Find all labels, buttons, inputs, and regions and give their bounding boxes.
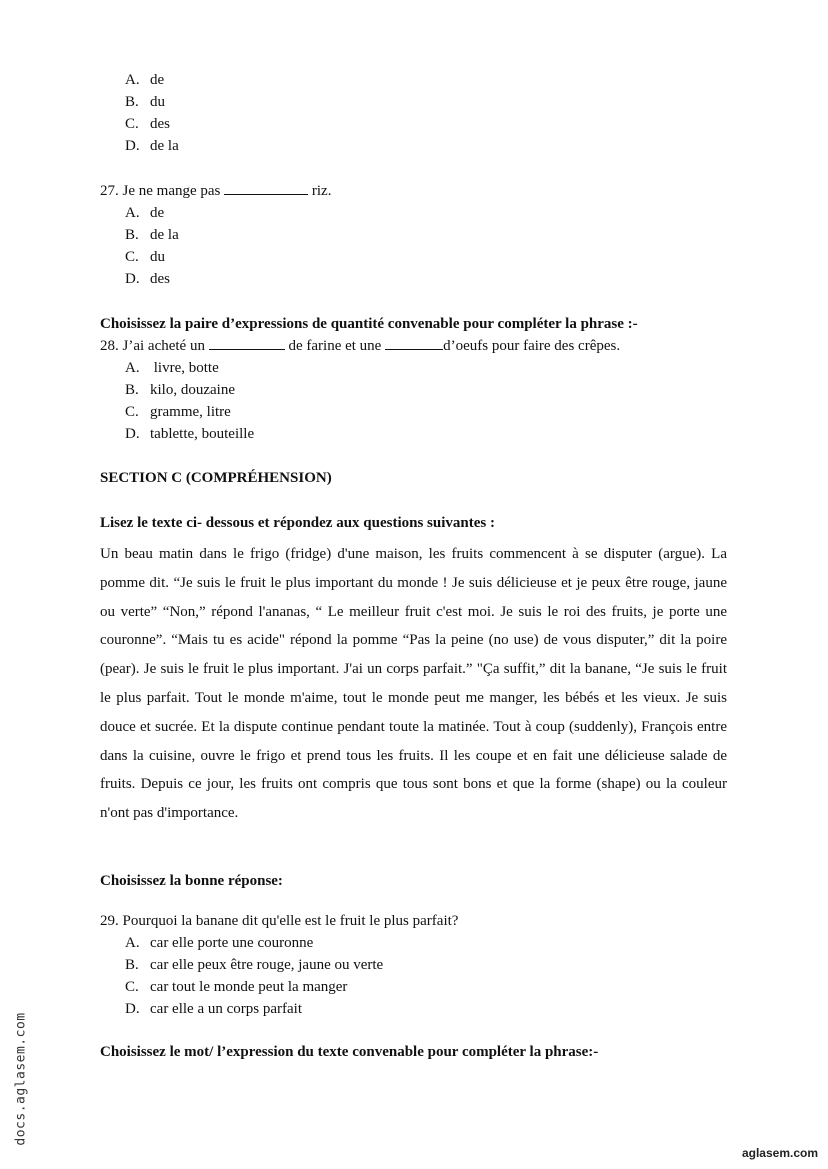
q28-option-b: B. kilo, douzaine (125, 382, 235, 398)
q28-option-d: D. tablette, bouteille (125, 426, 255, 442)
q28-option-a: A. livre, botte (125, 360, 219, 376)
q29-option-a: A. car elle porte une couronne (125, 935, 314, 951)
q29-option-c: C. car tout le monde peut la manger (125, 979, 348, 995)
q28-question: 28. J’ai acheté un de farine et une d’oeufs pour faire des crêpes. (100, 338, 621, 354)
comprehension-passage: Un beau matin dans le frigo (fridge) d'une maison, les fruits commencent à se disputer (argue). La pomme dit. “Je suis le fruit le plus important du monde ! Je suis délicieuse et je peux être rouge, jaune ou verte” “Non,” répond l'ananas, “ Le meilleur fruit c'est moi. Je suis le roi des fruits, je porte une couronne”. “Mais tu es acide" répond la pomme “Pas la peine (no use) de vous disputer,” dit la poire (pear). Je suis le fruit le plus important. J'ai un corps parfait.” "Ça suffit,” dit la banane, “Je suis le fruit le plus parfait. Tout le monde m'aime, tout le monde peut me manger, les bébés et les vieux. Je suis douce et sucrée. Et la dispute continue pendant toute la matinée. Tout à coup (suddenly), François entre dans la cuisine, ouvre le frigo et prend tous les fruits. Il les coupe et en fait une délicieuse salade de fruits. Depuis ce jour, les fruits ont compris que tous sont bons et que la forme (shape) ou la couleur n'ont pas d'importance. (100, 546, 727, 822)
q27-option-a: A. de (125, 205, 165, 221)
brand-footer: aglasem.com (741, 1146, 818, 1160)
q29-option-d: D. car elle a un corps parfait (125, 1001, 302, 1017)
q28-blank-1 (209, 337, 285, 350)
instruction-read: Lisez le texte ci- dessous et répondez aux questions suivantes : (100, 515, 495, 531)
q27-option-c: C. du (125, 249, 165, 265)
q29-option-b: B. car elle peux être rouge, jaune ou verte (125, 957, 384, 973)
side-watermark: docs.aglasem.com (13, 1012, 29, 1146)
q27-question: 27. Je ne mange pas riz. (100, 183, 332, 199)
section-c-title: SECTION C (COMPRÉHENSION) (100, 470, 332, 486)
q29-question: 29. Pourquoi la banane dit qu'elle est le fruit le plus parfait? (100, 913, 459, 929)
q27-option-d: D. des (125, 271, 170, 287)
q26-option-a: A. de (125, 72, 165, 88)
q28-blank-2 (385, 337, 443, 350)
instruction-word: Choisissez le mot/ l’expression du texte convenable pour compléter la phrase:- (100, 1044, 599, 1060)
q28-option-c: C. gramme, litre (125, 404, 231, 420)
instruction-answer: Choisissez la bonne réponse: (100, 873, 283, 889)
q26-option-b: B. du (125, 94, 165, 110)
q26-option-c: C. des (125, 116, 170, 132)
q26-option-d: D. de la (125, 138, 179, 154)
q27-blank (224, 182, 308, 195)
instruction-quantity: Choisissez la paire d’expressions de quantité convenable pour compléter la phrase :- (100, 316, 638, 332)
q27-option-b: B. de la (125, 227, 179, 243)
